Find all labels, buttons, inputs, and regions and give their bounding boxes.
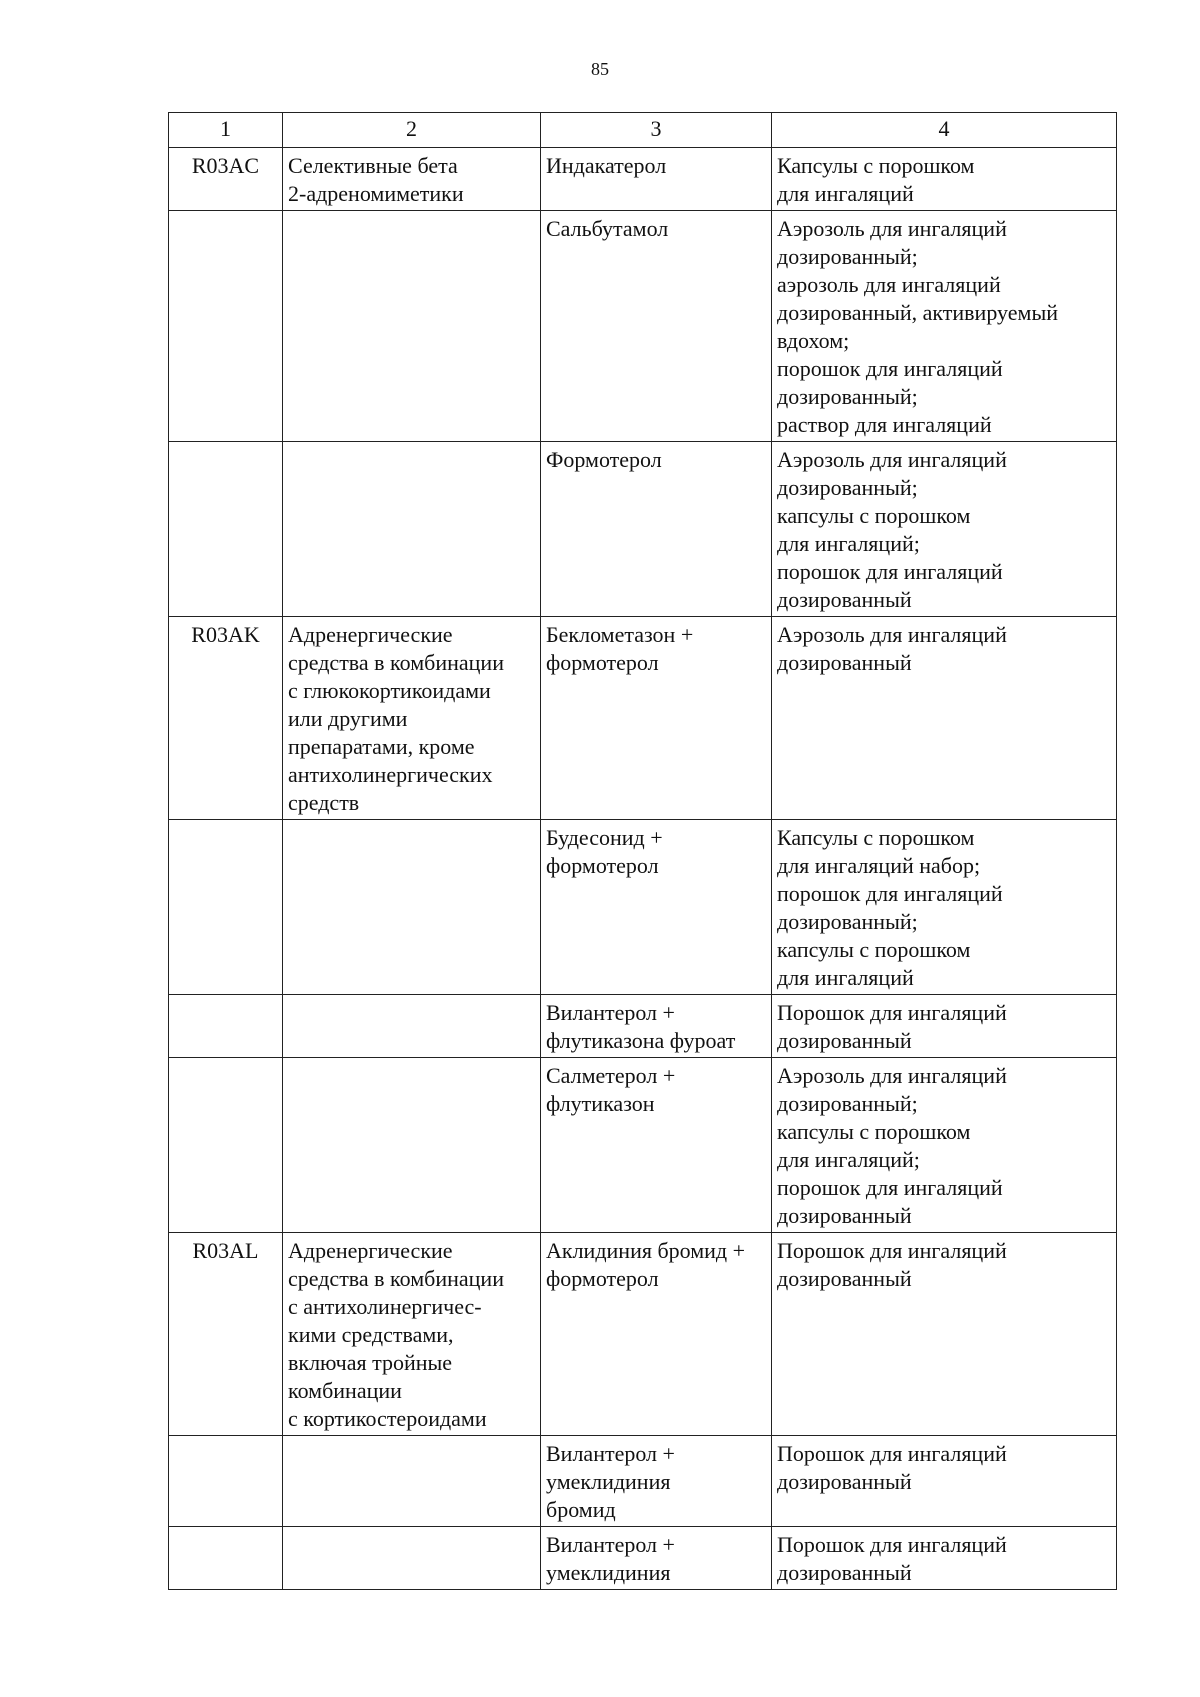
cell-text-line: капсулы с порошком: [777, 937, 971, 962]
dosage-form-cell: [772, 148, 1117, 211]
cell-text-line: дозированный: [777, 1560, 912, 1585]
cell-text-line: с глюкокортикоидами: [288, 678, 491, 703]
cell-text-line: Аэрозоль для ингаляций: [777, 216, 1007, 241]
cell-text-line: формотерол: [546, 650, 659, 675]
dosage-form-cell: [772, 1058, 1117, 1233]
pharmacological-group-cell: [283, 1233, 541, 1436]
table-row: [169, 617, 1117, 820]
pharmacological-group-cell: [283, 820, 541, 995]
cell-text-line: Адренергические: [288, 622, 453, 647]
cell-text-line: Салметерол +: [546, 1063, 676, 1088]
cell-text-line: дозированный;: [777, 244, 918, 269]
table-row: [169, 1058, 1117, 1233]
drug-table: [168, 112, 1117, 1590]
cell-text-line: комбинации: [288, 1378, 402, 1403]
pharmacological-group-cell: [283, 211, 541, 442]
cell-text-line: дозированный: [777, 650, 912, 675]
cell-text-line: дозированный;: [777, 475, 918, 500]
cell-text: R03AL: [192, 1238, 259, 1263]
cell-text-line: Порошок для ингаляций: [777, 1238, 1007, 1263]
cell-text-line: Формотерол: [546, 447, 662, 472]
table-row: [169, 1527, 1117, 1590]
cell-text-line: дозированный: [777, 1203, 912, 1228]
cell-text-line: для ингаляций;: [777, 531, 920, 556]
dosage-form-cell: [772, 1527, 1117, 1590]
cell-text-line: Вилантерол +: [546, 1532, 675, 1557]
cell-text-line: дозированный: [777, 1266, 912, 1291]
cell-text-line: для ингаляций: [777, 965, 914, 990]
drug-name-cell: [541, 442, 772, 617]
cell-text-line: капсулы с порошком: [777, 1119, 971, 1144]
pharmacological-group-cell: [283, 995, 541, 1058]
table-row: [169, 1233, 1117, 1436]
cell-text: R03AK: [191, 622, 260, 647]
cell-text-line: Капсулы с порошком: [777, 153, 975, 178]
header-col-2: 2: [283, 113, 541, 148]
cell-text-line: антихолинергических: [288, 762, 493, 787]
atc-code-cell: [169, 820, 283, 995]
cell-text-line: для ингаляций;: [777, 1147, 920, 1172]
cell-text-line: для ингаляций набор;: [777, 853, 981, 878]
header-col-3: 3: [541, 113, 772, 148]
cell-text-line: аэрозоль для ингаляций: [777, 272, 1001, 297]
drug-name-cell: [541, 211, 772, 442]
dosage-form-cell: [772, 820, 1117, 995]
drug-name-cell: [541, 148, 772, 211]
cell-text-line: для ингаляций: [777, 181, 914, 206]
cell-text-line: порошок для ингаляций: [777, 559, 1003, 584]
cell-text-line: формотерол: [546, 853, 659, 878]
pharmacological-group-cell: [283, 1436, 541, 1527]
header-col-4: 4: [772, 113, 1117, 148]
drug-name-cell: [541, 995, 772, 1058]
cell-text-line: флутиказона фуроат: [546, 1028, 736, 1053]
cell-text-line: умеклидиния: [546, 1560, 671, 1585]
cell-text-line: порошок для ингаляций: [777, 356, 1003, 381]
cell-text-line: порошок для ингаляций: [777, 881, 1003, 906]
table-row: [169, 442, 1117, 617]
dosage-form-cell: [772, 1233, 1117, 1436]
dosage-form-cell: [772, 995, 1117, 1058]
cell-text-line: Адренергические: [288, 1238, 453, 1263]
cell-text-line: дозированный;: [777, 384, 918, 409]
pharmacological-group-cell: [283, 617, 541, 820]
cell-text-line: Аклидиния бромид +: [546, 1238, 746, 1263]
drug-name-cell: [541, 1436, 772, 1527]
cell-text-line: дозированный: [777, 1028, 912, 1053]
cell-text-line: Вилантерол +: [546, 1000, 675, 1025]
atc-code-cell: [169, 1436, 283, 1527]
cell-text-line: средства в комбинации: [288, 650, 504, 675]
cell-text-line: формотерол: [546, 1266, 659, 1291]
atc-code-cell: [169, 995, 283, 1058]
dosage-form-cell: [772, 1436, 1117, 1527]
atc-code-cell: [169, 1233, 283, 1436]
cell-text-line: или другими: [288, 706, 408, 731]
cell-text-line: капсулы с порошком: [777, 503, 971, 528]
cell-text-line: средства в комбинации: [288, 1266, 504, 1291]
header-row: [169, 113, 1117, 148]
header-col-1: 1: [169, 113, 283, 148]
table-row: [169, 148, 1117, 211]
atc-code-cell: [169, 148, 283, 211]
cell-text-line: раствор для ингаляций: [777, 412, 992, 437]
atc-code-cell: [169, 617, 283, 820]
cell-text-line: дозированный;: [777, 909, 918, 934]
drug-name-cell: [541, 1233, 772, 1436]
pharmacological-group-cell: [283, 148, 541, 211]
drug-name-cell: [541, 820, 772, 995]
cell-text-line: с кортикостероидами: [288, 1406, 487, 1431]
cell-text-line: Порошок для ингаляций: [777, 1532, 1007, 1557]
table-row: [169, 820, 1117, 995]
pharmacological-group-cell: [283, 442, 541, 617]
cell-text-line: включая тройные: [288, 1350, 453, 1375]
cell-text-line: Индакатерол: [546, 153, 667, 178]
cell-text-line: Порошок для ингаляций: [777, 1000, 1007, 1025]
table-row: [169, 1436, 1117, 1527]
atc-code-cell: [169, 1527, 283, 1590]
cell-text-line: дозированный: [777, 587, 912, 612]
page-number: 85: [591, 59, 609, 79]
cell-text-line: Селективные бета: [288, 153, 458, 178]
pharmacological-group-cell: [283, 1058, 541, 1233]
table-row: [169, 995, 1117, 1058]
drug-name-cell: [541, 617, 772, 820]
pharmacological-group-cell: [283, 1527, 541, 1590]
drug-name-cell: [541, 1058, 772, 1233]
cell-text-line: 2-адреномиметики: [288, 181, 464, 206]
cell-text-line: с антихолинергичес-: [288, 1294, 482, 1319]
cell-text: R03AC: [191, 153, 260, 178]
drug-name-cell: [541, 1527, 772, 1590]
dosage-form-cell: [772, 211, 1117, 442]
cell-text-line: дозированный, активируемый: [777, 300, 1058, 325]
dosage-form-cell: [772, 617, 1117, 820]
cell-text-line: Вилантерол +: [546, 1441, 675, 1466]
cell-text-line: Аэрозоль для ингаляций: [777, 1063, 1007, 1088]
cell-text-line: дозированный: [777, 1469, 912, 1494]
cell-text-line: средств: [288, 790, 360, 815]
cell-text-line: дозированный;: [777, 1091, 918, 1116]
cell-text-line: вдохом;: [777, 328, 850, 353]
cell-text-line: умеклидиния: [546, 1469, 671, 1494]
atc-code-cell: [169, 211, 283, 442]
cell-text-line: кими средствами,: [288, 1322, 454, 1347]
cell-text-line: Сальбутамол: [546, 216, 669, 241]
cell-text-line: порошок для ингаляций: [777, 1175, 1003, 1200]
cell-text-line: Аэрозоль для ингаляций: [777, 447, 1007, 472]
cell-text-line: Беклометазон +: [546, 622, 694, 647]
table-row: [169, 211, 1117, 442]
cell-text-line: Аэрозоль для ингаляций: [777, 622, 1007, 647]
cell-text-line: Порошок для ингаляций: [777, 1441, 1007, 1466]
cell-text-line: Капсулы с порошком: [777, 825, 975, 850]
dosage-form-cell: [772, 442, 1117, 617]
atc-code-cell: [169, 1058, 283, 1233]
cell-text-line: флутиказон: [546, 1091, 655, 1116]
cell-text-line: бромид: [546, 1497, 616, 1522]
table-body: [169, 148, 1117, 1590]
cell-text-line: препаратами, кроме: [288, 734, 475, 759]
cell-text-line: Будесонид +: [546, 825, 663, 850]
atc-code-cell: [169, 442, 283, 617]
